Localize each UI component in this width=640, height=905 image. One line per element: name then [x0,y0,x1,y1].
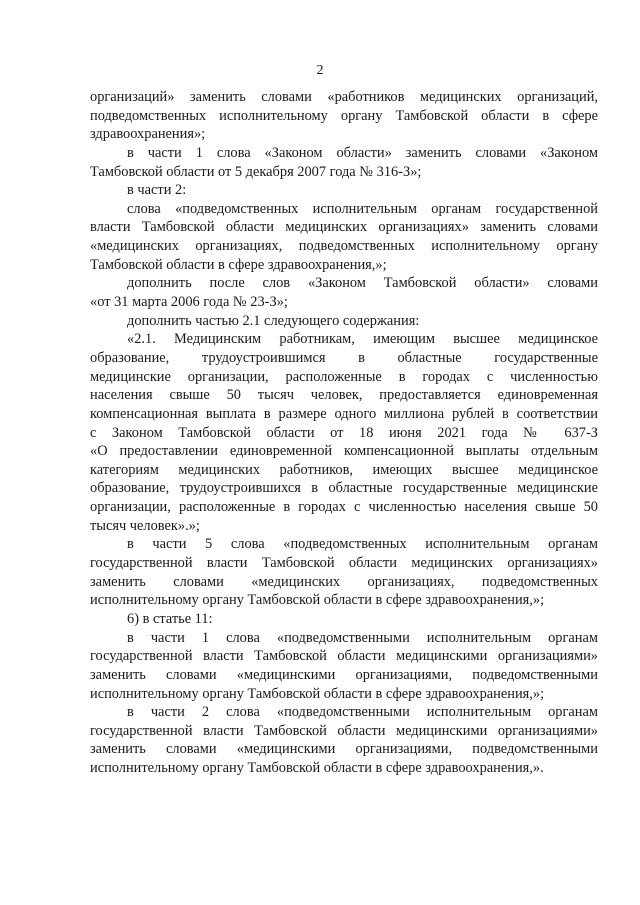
text-line: государственной власти Тамбовской области медицинскими организациями» [90,722,598,739]
text-line: компенсационная выплата в размере одного миллиона рублей в соответствии [90,405,598,422]
text-line: исполнительному органу Тамбовской области в сфере здравоохранения,». [90,760,544,777]
text-line: в части 5 слова «подведомственных исполнительным органам [127,536,598,553]
text-line: исполнительному органу Тамбовской области в сфере здравоохранения,»; [90,592,545,609]
text-line: «от 31 марта 2006 года № 23-З»; [90,294,288,311]
text-line: организации, расположенные в городах с численностью населения свыше 50 [90,499,598,516]
text-line: с Законом Тамбовской области от 18 июня 2021 года № 637-З [90,424,598,441]
text-line: исполнительному органу Тамбовской области в сфере здравоохранения,»; [90,685,545,702]
text-line: в части 1 слова «Законом области» заменить словами «Законом [127,144,598,161]
text-line: в части 1 слова «подведомственными исполнительным органам [127,629,598,646]
text-line: в части 2 слова «подведомственными исполнительным органам [127,704,598,721]
text-line: Тамбовской области от 5 декабря 2007 года № 316-З»; [90,163,422,180]
text-line: «2.1. Медицинским работникам, имеющим высшее медицинское [127,331,598,348]
text-line: здравоохранения»; [90,126,206,143]
text-line: государственной власти Тамбовской области медицинских организациях» [90,555,598,572]
text-line: тысяч человек».»; [90,517,200,534]
text-line: в части 2: [127,182,187,199]
text-line: образование, трудоустроившихся в областные государственные медицинские [90,480,598,497]
text-line: заменить словами «медицинскими организациями, подведомственными [90,741,598,758]
text-line: «О предоставлении единовременной компенсационной выплаты отдельным [90,443,598,460]
text-line: дополнить после слов «Законом Тамбовской области» словами [127,275,598,292]
text-line: заменить словами «медицинскими организациями, подведомственными [90,666,598,683]
text-line: заменить словами «медицинских организациях, подведомственных [90,573,598,590]
text-line: образование, трудоустроившимся в областные государственные [90,349,598,366]
document-body [90,88,598,778]
text-line: «медицинских организациях, подведомственных исполнительному органу [90,238,598,255]
text-line: слова «подведомственных исполнительным органам государственной [127,200,598,217]
text-line: медицинские организации, расположенные в городах с численностью [90,368,598,385]
text-line: Тамбовской области в сфере здравоохранения,»; [90,256,387,273]
text-line: власти Тамбовской области медицинских организациях» заменить словами [90,219,598,236]
text-line: дополнить частью 2.1 следующего содержания: [127,312,420,329]
text-line: государственной власти Тамбовской области медицинскими организациями» [90,648,598,665]
page-number: 2 [316,63,324,78]
text-line: подведомственных исполнительному органу Тамбовской области в сфере [90,107,598,124]
text-line: организаций» заменить словами «работников медицинских организаций, [90,89,598,105]
text-line: населения свыше 50 тысяч человек, предоставляется единовременная [90,387,598,404]
text-line: категориям медицинских работников, имеющих высшее медицинское [90,461,598,478]
text-line: 6) в статье 11: [127,610,213,627]
